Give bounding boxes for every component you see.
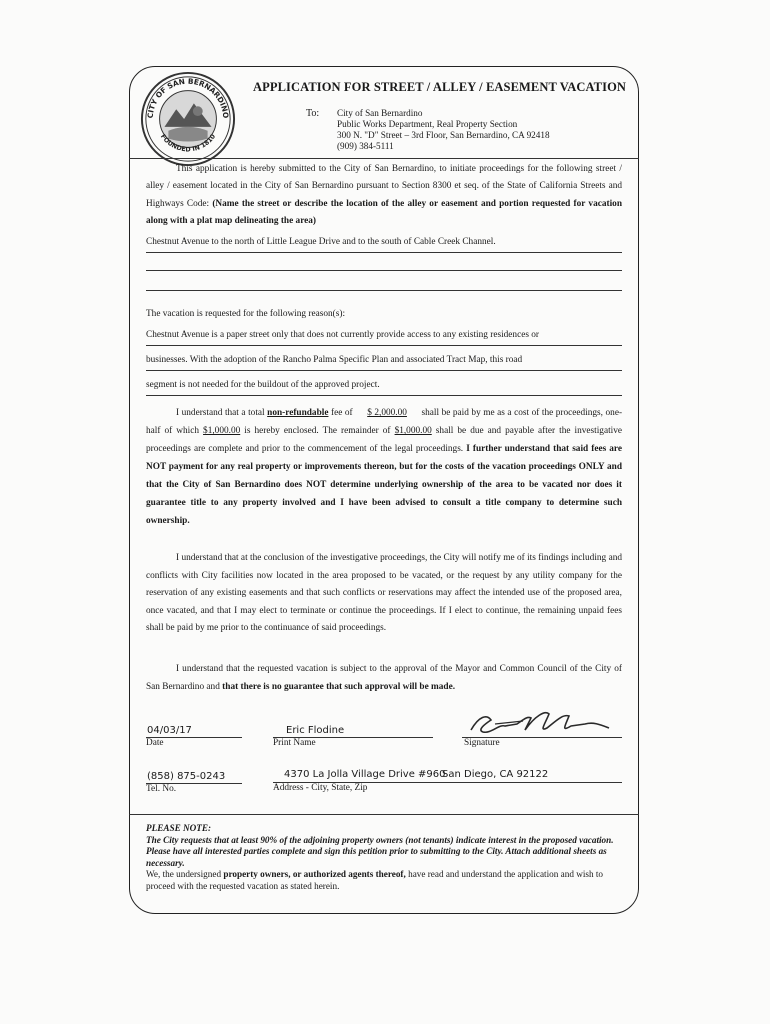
recipient-line: Public Works Department, Real Property Section [337,119,518,129]
findings-paragraph [146,550,622,638]
print-name-value[interactable]: Eric Flodine [286,725,345,736]
reason-line: Chestnut Avenue is a paper street only that does not currently provide access to any existing residences or [146,330,622,346]
fees-paragraph [146,404,622,530]
intro-paragraph [146,161,622,231]
reason-line: businesses. With the adoption of the Rancho Palma Specific Plan and associated Tract Map, this road [146,355,622,371]
blank-line[interactable] [146,290,622,291]
findings-text: I understand that at the conclusion of the investigative proceedings, the City will notify me of its findings including and conflicts with City facilities now located in the area proposed to be vacated, or the request by any utility company for the reservation of any existing easements and that such conflicts or reservations may affect the intended use of the proposed area, once vacated, and that I may elect to terminate or continue the proceedings. If I elect to continue, the remaining unpaid fees shall be paid by me prior to the continuance of said proceedings. [146,553,622,633]
form-title: APPLICATION FOR STREET / ALLEY / EASEMENT VACATION [253,80,627,94]
approval-disclaimer: that there is no guarantee that such approval will be made. [222,681,456,692]
approval-text: I understand that the requested vacation is subject to the approval of the Mayor and Common Council of the City of San Bernardino and [146,664,622,692]
address-label: Address - City, State, Zip [273,783,368,793]
city-state-zip-value[interactable]: San Diego, CA 92122 [442,769,549,780]
header-divider [129,158,639,159]
to-label: To: [306,108,320,119]
remainder-fee-value: $1,000.00 [394,426,432,436]
note-heading: PLEASE NOTE: [146,823,212,833]
note-text: We, the undersigned [146,869,222,879]
note-divider [129,814,639,815]
recipient-line: 300 N. "D" Street – 3rd Floor, San Bernardino, CA 92418 [337,130,550,140]
reason-line: segment is not needed for the buildout of the approved project. [146,380,622,396]
tel-value[interactable]: (858) 875-0243 [147,771,226,782]
address-value[interactable]: 4370 La Jolla Village Drive #960 [284,769,446,780]
fees-text: fee of [331,408,353,418]
note-owners-text: property owners, or authorized agents thereof, [223,869,406,879]
date-value[interactable]: 04/03/17 [147,725,192,736]
fees-text: I understand that a total [176,408,265,418]
reasons-label: The vacation is requested for the following reason(s): [146,309,346,319]
non-refundable-text: non-refundable [267,408,329,418]
print-name-label: Print Name [273,738,316,748]
reasons-answer[interactable] [146,330,622,396]
vacation-location-answer[interactable] [146,237,622,253]
intro-instruction: (Name the street or describe the location of the alley or easement and portion requested for vacation along with a plat map delineating the area) [146,198,622,227]
fees-text: is hereby enclosed. The remainder of [244,426,391,436]
seal-bottom-text: FOUNDED IN 1810 [158,132,218,154]
fees-disclaimer: I further understand that said fees are NOT payment for any real property or improvements thereon, but for the costs of the vacation proceedings ONLY and that the City of San Bernardino does NOT determine underlying ownership of the area to be vacated nor does it guarantee title to any property involved and I have been advised to consult a title company to determine such ownership. [146,444,622,526]
recipient-line: (909) 384-5111 [337,141,394,151]
tel-label: Tel. No. [146,784,177,794]
approval-paragraph [146,661,622,696]
half-fee-value: $1,000.00 [203,426,241,436]
location-line: Chestnut Avenue to the north of Little League Drive and to the south of Cable Creek Channel. [146,237,622,253]
date-label: Date [146,738,164,748]
seal-top-text: CITY OF SAN BERNARDINO [145,76,231,119]
total-fee-value: $ 2,000.00 [367,408,407,418]
blank-line[interactable] [146,270,622,271]
note-instructions: The City requests that at least 90% of the adjoining property owners (not tenants) indicate interest in the proposed vacation. Please have all interested parties complete and sign this petition prior to submitting to the City. Attach additional sheets as necessary. [146,834,614,868]
recipient-address [337,108,550,152]
fees-text: shall be paid by me as a cost of the proceedings, one-half of which [146,408,623,436]
intro-text: This application is hereby submitted to the City of San Bernardino, to initiate proceedings for the following street / alley / easement located in the City of San Bernardino pursuant to Section 8300 et seq. of the State of California Streets and Highways Code: [146,164,622,209]
city-seal-icon [139,70,237,168]
note-text: have read and understand the application and wish to proceed with the requested vacation as stated herein. [146,869,604,891]
recipient-line: City of San Bernardino [337,108,423,118]
fees-text: shall be due and payable after the investigative proceedings are complete and prior to the commencement of the legal proceedings. [146,426,623,454]
signature-label: Signature [464,738,500,748]
please-note-section [146,823,622,892]
